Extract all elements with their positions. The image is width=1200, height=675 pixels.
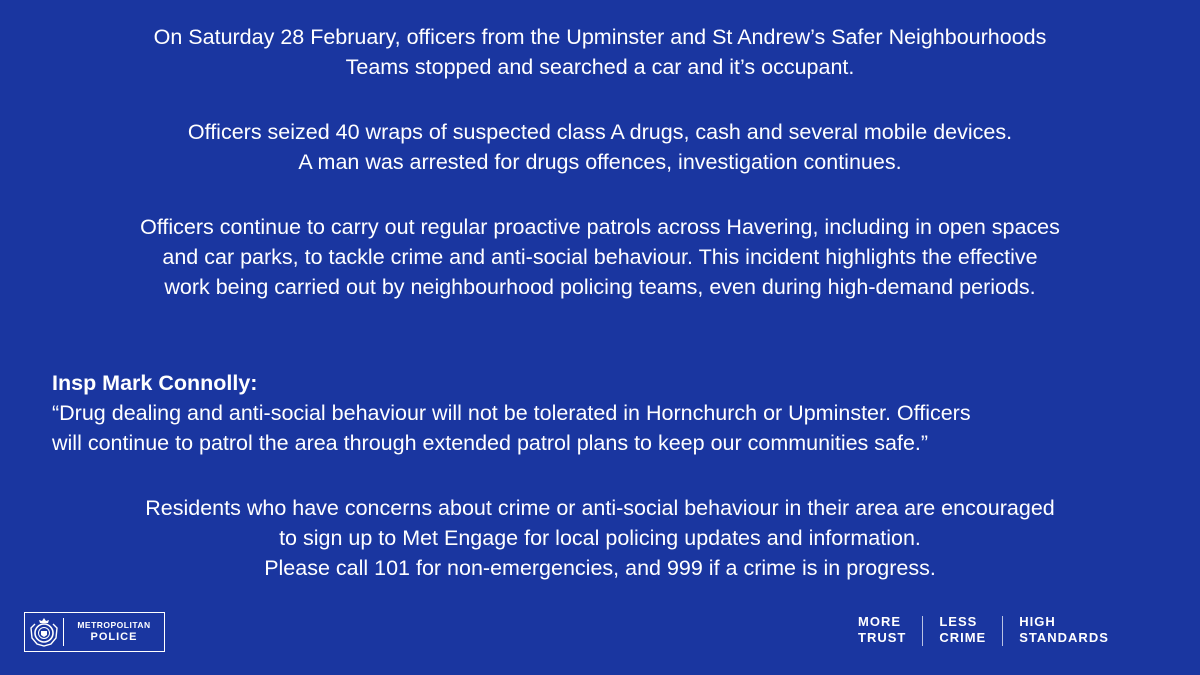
slogan-bottom: TRUST [858,630,907,645]
quote-line: will continue to patrol the area through extended patrol plans to keep our communities safe.” [52,431,929,455]
text-line: to sign up to Met Engage for local policing updates and information. [279,526,921,550]
text-line: A man was arrested for drugs offences, investigation continues. [298,150,902,174]
quote-line: “Drug dealing and anti-social behaviour will not be tolerated in Hornchurch or Upminster. Officers [52,401,971,425]
quote-speaker: Insp Mark Connolly: [52,371,258,395]
slogan-top: MORE [858,614,901,629]
slogan-less-crime [939,614,986,646]
logo-line-1: METROPOLITAN [77,620,151,630]
text-line: work being carried out by neighbourhood policing teams, even during high-demand periods. [164,275,1036,299]
slogan-bottom: STANDARDS [1019,630,1109,645]
met-police-logo [24,612,165,652]
inspector-quote [52,368,1162,458]
slogan-bottom: CRIME [939,630,987,645]
slogan-top: LESS [939,614,978,629]
paragraph-stop-and-search [40,22,1160,82]
slogan-high-standards [1019,614,1109,646]
paragraph-seizure [40,117,1160,177]
slogan [858,614,1109,646]
logo-wordmark [64,620,164,644]
text-line: Officers seized 40 wraps of suspected class A drugs, cash and several mobile devices. [187,120,1013,144]
text-line: Residents who have concerns about crime or anti-social behaviour in their area are encouraged [145,496,1055,520]
slogan-top: HIGH [1019,614,1056,629]
slogan-more-trust [858,614,906,646]
slogan-divider [922,616,923,646]
text-line: Please call 101 for non-emergencies, and 999 if a crime is in progress. [264,556,936,580]
logo-line-2: POLICE [90,631,138,643]
crest-icon [25,613,63,651]
text-line: On Saturday 28 February, officers from the Upminster and St Andrew’s Safer Neighbourhoods [153,25,1047,49]
text-line: Teams stopped and searched a car and it’s occupant. [345,55,855,79]
paragraph-residents [40,493,1160,583]
paragraph-patrols [40,212,1160,302]
text-line: Officers continue to carry out regular proactive patrols across Havering, including in open spaces [140,215,1060,239]
text-line: and car parks, to tackle crime and anti-social behaviour. This incident highlights the effective [162,245,1038,269]
slogan-divider [1002,616,1003,646]
